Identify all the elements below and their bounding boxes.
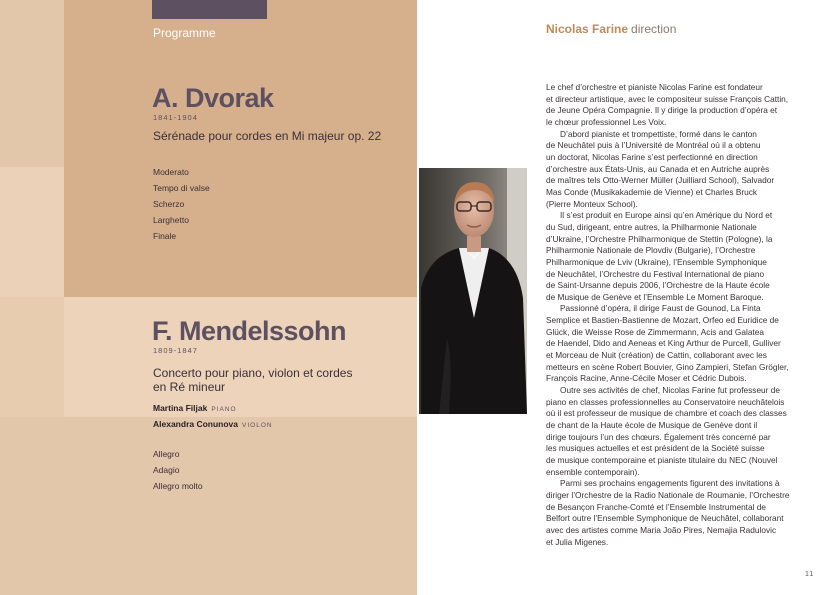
movement: Larghetto	[153, 215, 189, 225]
movement: Finale	[153, 231, 177, 241]
bio-line: et Julia Migenes.	[546, 536, 609, 547]
movement: Moderato	[153, 167, 189, 177]
color-block-top	[64, 0, 417, 297]
movement: Scherzo	[153, 199, 185, 209]
bio-line: Parmi ses prochains engagements figurent des invitations à	[560, 478, 780, 489]
color-block-left-lower	[0, 297, 64, 417]
bio-line: de Jeune Opéra Compagnie. Il y dirige la production d’opéra et	[546, 105, 778, 116]
bio-line: Semplice et Bastien-Bastienne de Mozart, Orfeo ed Euridice de	[546, 315, 779, 326]
bio-line: d’orchestre aux États-Unis, au Canada et en Autriche auprès	[546, 163, 770, 174]
performer-name: Alexandra Conunova	[153, 419, 239, 429]
bio-line: de Saint-Ursanne depuis 2006, l’Orchestre de la Haute école	[546, 280, 770, 291]
bio-line: où il est professeur de musique de chambre et coach des classes	[546, 408, 787, 419]
bio-line: du Sud, dirigeant, entre autres, la Philharmonie Nationale	[546, 221, 757, 232]
composer-dates: 1841-1904	[153, 113, 198, 122]
section-label: Programme	[153, 26, 216, 40]
performer-list	[153, 401, 273, 433]
conductor-heading	[546, 22, 676, 36]
bio-line: Glück, die Weisse Rose de Zimmermann, Acis and Galatea	[546, 326, 764, 337]
conductor-name: Nicolas Farine	[546, 22, 629, 36]
movement: Allegro	[153, 449, 180, 459]
bio-line: metteurs en scène Robert Bouvier, Gino Zampieri, Stefan Grögler,	[546, 361, 789, 372]
bio-line: et Morceau de Nuit (création) de Cattin, collaborant avec les	[546, 350, 767, 361]
conductor-photo	[419, 168, 527, 414]
bio-paragraph	[546, 210, 818, 303]
conductor-portrait-image	[419, 168, 527, 414]
movement-list	[153, 446, 203, 494]
work-title-line: en Ré mineur	[153, 380, 226, 394]
bio-line: diriger l’Orchestre de la Radio Nationale de Roumanie, l’Orchestre	[546, 489, 790, 500]
conductor-biography	[546, 82, 818, 548]
bio-paragraph	[546, 478, 818, 548]
bio-paragraph	[546, 82, 818, 129]
bio-line: Philharmonie Nationale de Plovdiv (Bulgarie), l’Orchestre	[546, 245, 756, 256]
performer-role: PIANO	[211, 406, 237, 413]
bio-line: le chœur professionnel Les Voix.	[546, 116, 667, 127]
bio-line: de Haendel, Dido and Aeneas et King Arthur de Purcell, Gulliver	[546, 338, 781, 349]
movement-list	[153, 164, 210, 244]
bio-line: dirige toujours l’un des chœurs. Également très concerné par	[546, 431, 771, 442]
bio-line: de maîtres tels Otto-Werner Müller (Juilliard School), Salvador	[546, 175, 775, 186]
performer-name: Martina Filjak	[153, 403, 208, 413]
bio-line: François Racine, Anne-Cécile Moser et Cédric Dubois.	[546, 373, 747, 384]
performer	[153, 401, 273, 417]
composer-name: F. Mendelssohn	[152, 316, 347, 346]
bio-line: un doctorat, Nicolas Farine s’est perfectionné en direction	[546, 151, 758, 162]
bio-line: D’abord pianiste et trompettiste, formé dans le canton	[560, 128, 757, 139]
bio-line: Le chef d’orchestre et pianiste Nicolas Farine est fondateur	[546, 82, 763, 92]
bio-line: Belfort outre l’Ensemble Symphonique de Neuchâtel, collaborant	[546, 513, 784, 524]
work-title-line: Sérénade pour cordes en Mi majeur op. 22	[153, 129, 382, 143]
bio-line: de Neuchâtel, l’Orchestre du Festival International de piano	[546, 268, 765, 279]
bio-line: de Neuchâtel puis à l’Université de Montréal où il a obtenu	[546, 140, 761, 151]
conductor-role: direction	[631, 22, 677, 36]
bio-line: d’Ukraine, l’Orchestre Philharmonique de Stettin (Pologne), la	[546, 233, 773, 244]
bio-line: de musique contemporaine et pianiste titulaire du NEC (Nouvel	[546, 455, 778, 465]
color-block-middle	[64, 297, 417, 417]
performer-role: VIOLON	[242, 422, 273, 429]
programme-page	[0, 0, 417, 595]
bio-line: Il s’est produit en Europe ainsi qu’en Amérique du Nord et	[560, 210, 773, 221]
bio-line: et directeur artistique, avec le compositeur suisse François Cattin,	[546, 93, 789, 104]
work-title	[153, 129, 381, 143]
page-number: 11	[805, 571, 815, 578]
bio-line: de Besançon Franche-Comté et l’Ensemble Instrumental de	[546, 501, 766, 512]
header-tab	[152, 0, 267, 19]
bio-line: avec des artistes comme Maria João Pires, Nemajia Radulovic	[546, 524, 777, 535]
bio-line: Mas Conde (Musikakademie de Vienne) et Charles Bruck	[546, 186, 758, 197]
bio-line: (Pierre Monteux School).	[546, 198, 638, 209]
movement: Allegro molto	[153, 481, 203, 491]
bio-line: Outre ses activités de chef, Nicolas Farine fut professeur de	[560, 385, 780, 396]
composer-dates: 1809-1847	[153, 346, 198, 355]
color-block-left-upper	[0, 167, 64, 297]
bio-line: piano en classes professionnelles au Conservatoire neuchâtelois	[546, 396, 785, 407]
bio-line: les musiques actuelles et est président de la Société suisse	[546, 443, 765, 454]
bio-line: de Musique de Genève et l’Ensemble Le Moment Baroque.	[546, 291, 764, 302]
composer-name: A. Dvorak	[152, 83, 274, 113]
movement: Adagio	[153, 465, 180, 475]
work-title	[153, 366, 352, 394]
bio-paragraph	[546, 129, 818, 211]
bio-line: ensemble contemporain).	[546, 466, 640, 477]
performer	[153, 417, 273, 433]
bio-line: Passionné d’opéra, il dirige Faust de Gounod, La Finta	[560, 303, 761, 314]
movement: Tempo di valse	[153, 183, 210, 193]
bio-line: Philharmonique de Lviv (Ukraine), l’Ensemble Symphonique	[546, 256, 767, 267]
bio-paragraph	[546, 385, 818, 478]
bio-paragraph	[546, 303, 818, 385]
work-title-line: Concerto pour piano, violon et cordes	[153, 366, 353, 380]
bio-line: de chant de la Haute école de Musique de Genève dont il	[546, 420, 758, 431]
